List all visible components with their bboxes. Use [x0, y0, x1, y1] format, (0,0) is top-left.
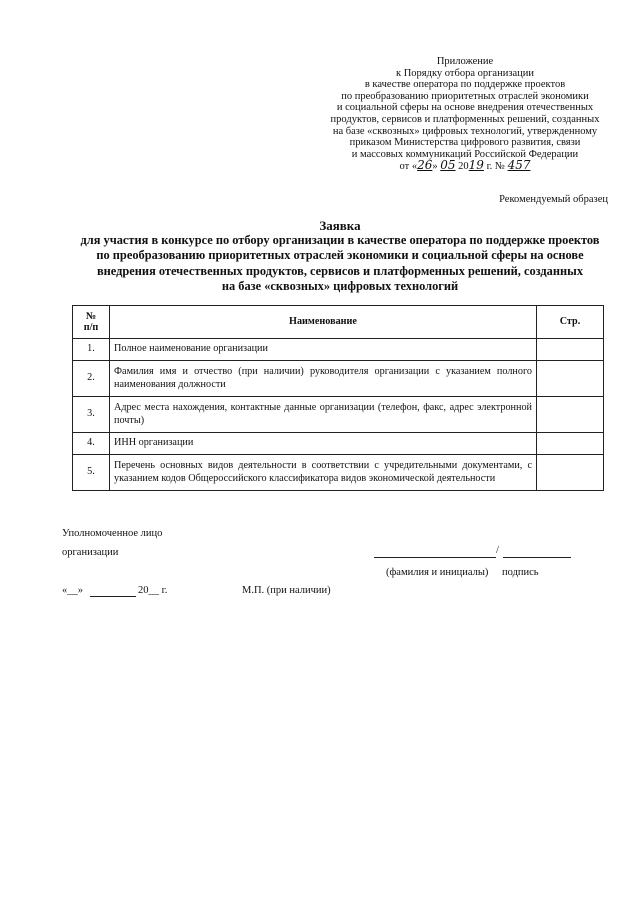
row-page: [537, 339, 604, 361]
date-day-field: «__»: [62, 585, 83, 596]
date-month-line: [90, 596, 136, 597]
appendix-line: и социальной сферы на основе внедрения отечественных: [336, 102, 594, 114]
row-page: [537, 397, 604, 433]
slash-separator: /: [496, 545, 499, 556]
organization-label: организации: [62, 547, 119, 558]
document-title: [40, 218, 640, 294]
table-row: [73, 455, 604, 491]
appendix-line: и массовых коммуникаций Российской Федерации: [351, 148, 579, 160]
appendix-line: приказом Министерства цифрового развития, связи: [349, 137, 581, 149]
row-page: [537, 433, 604, 455]
row-name: ИНН организации: [110, 433, 537, 455]
authorized-person-label: Уполномоченное лицо: [62, 528, 163, 539]
row-number: 1.: [73, 339, 110, 361]
date-suffix: г. №: [483, 161, 508, 173]
appendix-line: к Порядку отбора организации: [395, 67, 534, 79]
title-line: на базе «сквозных» цифровых технологий: [221, 278, 459, 293]
table-row: [73, 433, 604, 455]
caption-signature: подпись: [502, 567, 539, 578]
title-line: по преобразованию приоритетных отраслей экономики и социальной сферы на основе: [96, 248, 584, 263]
order-month: 05: [440, 158, 456, 173]
appendix-block: [300, 56, 630, 173]
appendix-line: продуктов, сервисов и платформенных решений, созданных: [330, 113, 600, 125]
appendix-line: в качестве оператора по поддержке проектов: [364, 79, 566, 91]
order-day: 26: [417, 158, 433, 173]
table-row: [73, 339, 604, 361]
appendix-line: на базе «сквозных» цифровых технологий, утвержденному: [332, 125, 598, 137]
date-mid: »: [432, 161, 441, 173]
header-page: Стр.: [537, 306, 604, 339]
table-row: [73, 397, 604, 433]
appendix-line: Приложение: [436, 56, 494, 67]
row-page: [537, 361, 604, 397]
order-date-line: [300, 160, 630, 173]
date-prefix: от «: [399, 161, 418, 173]
application-table: [72, 305, 604, 491]
caption-name: (фамилия и инициалы): [386, 567, 489, 578]
table-header-row: [73, 306, 604, 339]
name-signature-line: [374, 557, 496, 558]
order-year: 19: [468, 158, 484, 173]
row-number: 3.: [73, 397, 110, 433]
order-number: 457: [507, 158, 531, 173]
recommended-sample-label: Рекомендуемый образец: [499, 194, 608, 205]
date-mid: 20: [455, 161, 469, 173]
row-name: Фамилия имя и отчество (при наличии) руководителя организации с указанием полного наименования должности: [110, 361, 537, 397]
row-number: 2.: [73, 361, 110, 397]
header-number: № п/п: [73, 306, 110, 339]
appendix-line: по преобразованию приоритетных отраслей экономики: [341, 90, 589, 102]
row-name: Адрес места нахождения, контактные данные организации (телефон, факс, адрес электронной почты): [110, 397, 537, 433]
row-page: [537, 455, 604, 491]
row-name: Полное наименование организации: [110, 339, 537, 361]
signature-line: [503, 557, 571, 558]
header-name: Наименование: [110, 306, 537, 339]
title-line: внедрения отечественных продуктов, сервисов и платформенных решений, созданных: [96, 263, 584, 278]
title-line: для участия в конкурсе по отбору организации в качестве оператора по поддержке проектов: [80, 233, 600, 248]
title-main: Заявка: [319, 218, 361, 233]
row-name: Перечень основных видов деятельности в соответствии с учредительными документами, с указанием кодов Общероссийского классификатора видов экономической деятельности: [110, 455, 537, 491]
table-row: [73, 361, 604, 397]
date-year-field: 20__ г.: [138, 585, 168, 596]
stamp-place-label: М.П. (при наличии): [242, 585, 331, 596]
row-number: 5.: [73, 455, 110, 491]
row-number: 4.: [73, 433, 110, 455]
